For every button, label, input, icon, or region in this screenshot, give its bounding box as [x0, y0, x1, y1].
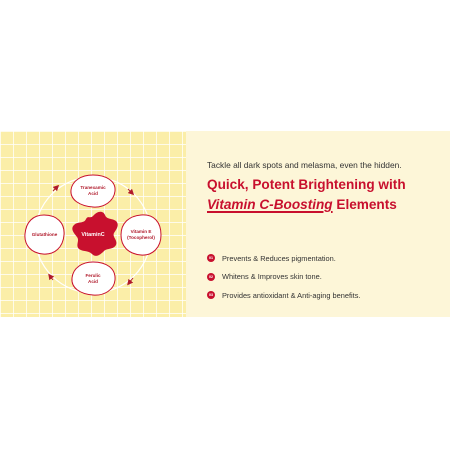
benefit-number-badge: 03 [209, 293, 213, 297]
benefit-number-badge: 02 [209, 274, 213, 279]
node-label: Acid [88, 191, 98, 196]
benefit-item [207, 252, 443, 264]
headline-line-2 [207, 195, 443, 215]
headline [207, 175, 443, 215]
center-label: VitaminC [81, 232, 105, 238]
node-tranexamic-acid [72, 176, 114, 206]
benefit-list [207, 252, 443, 308]
node-vitamin-e [121, 220, 161, 250]
node-label: (Tocopherol) [127, 235, 155, 240]
benefit-item [207, 289, 443, 301]
benefit-item [207, 271, 443, 283]
headline-accent: Vitamin C-Boosting [207, 197, 333, 212]
node-label: Ferulic [85, 273, 101, 279]
node-label: Tranexamic [80, 185, 106, 191]
node-label: Vitamin E [130, 229, 152, 235]
headline-block [207, 160, 443, 215]
node-label: Glutathione [31, 232, 58, 238]
ingredient-cycle-diagram [0, 131, 186, 317]
tagline: Tackle all dark spots and melasma, even the hidden. [207, 160, 402, 170]
node-label: Acid [88, 279, 98, 284]
benefit-text: Prevents & Reduces pigmentation. [222, 253, 336, 263]
headline-line-1: Quick, Potent Brightening with [207, 177, 406, 192]
headline-line-2-rest: Elements [332, 197, 397, 212]
benefit-text: Whitens & Improves skin tone. [222, 272, 322, 281]
node-ferulic-acid [72, 264, 114, 294]
benefit-text: Provides antioxidant & Anti-aging benefits. [222, 290, 361, 300]
benefit-number-badge: 01 [209, 256, 213, 260]
node-glutathione [25, 220, 64, 250]
